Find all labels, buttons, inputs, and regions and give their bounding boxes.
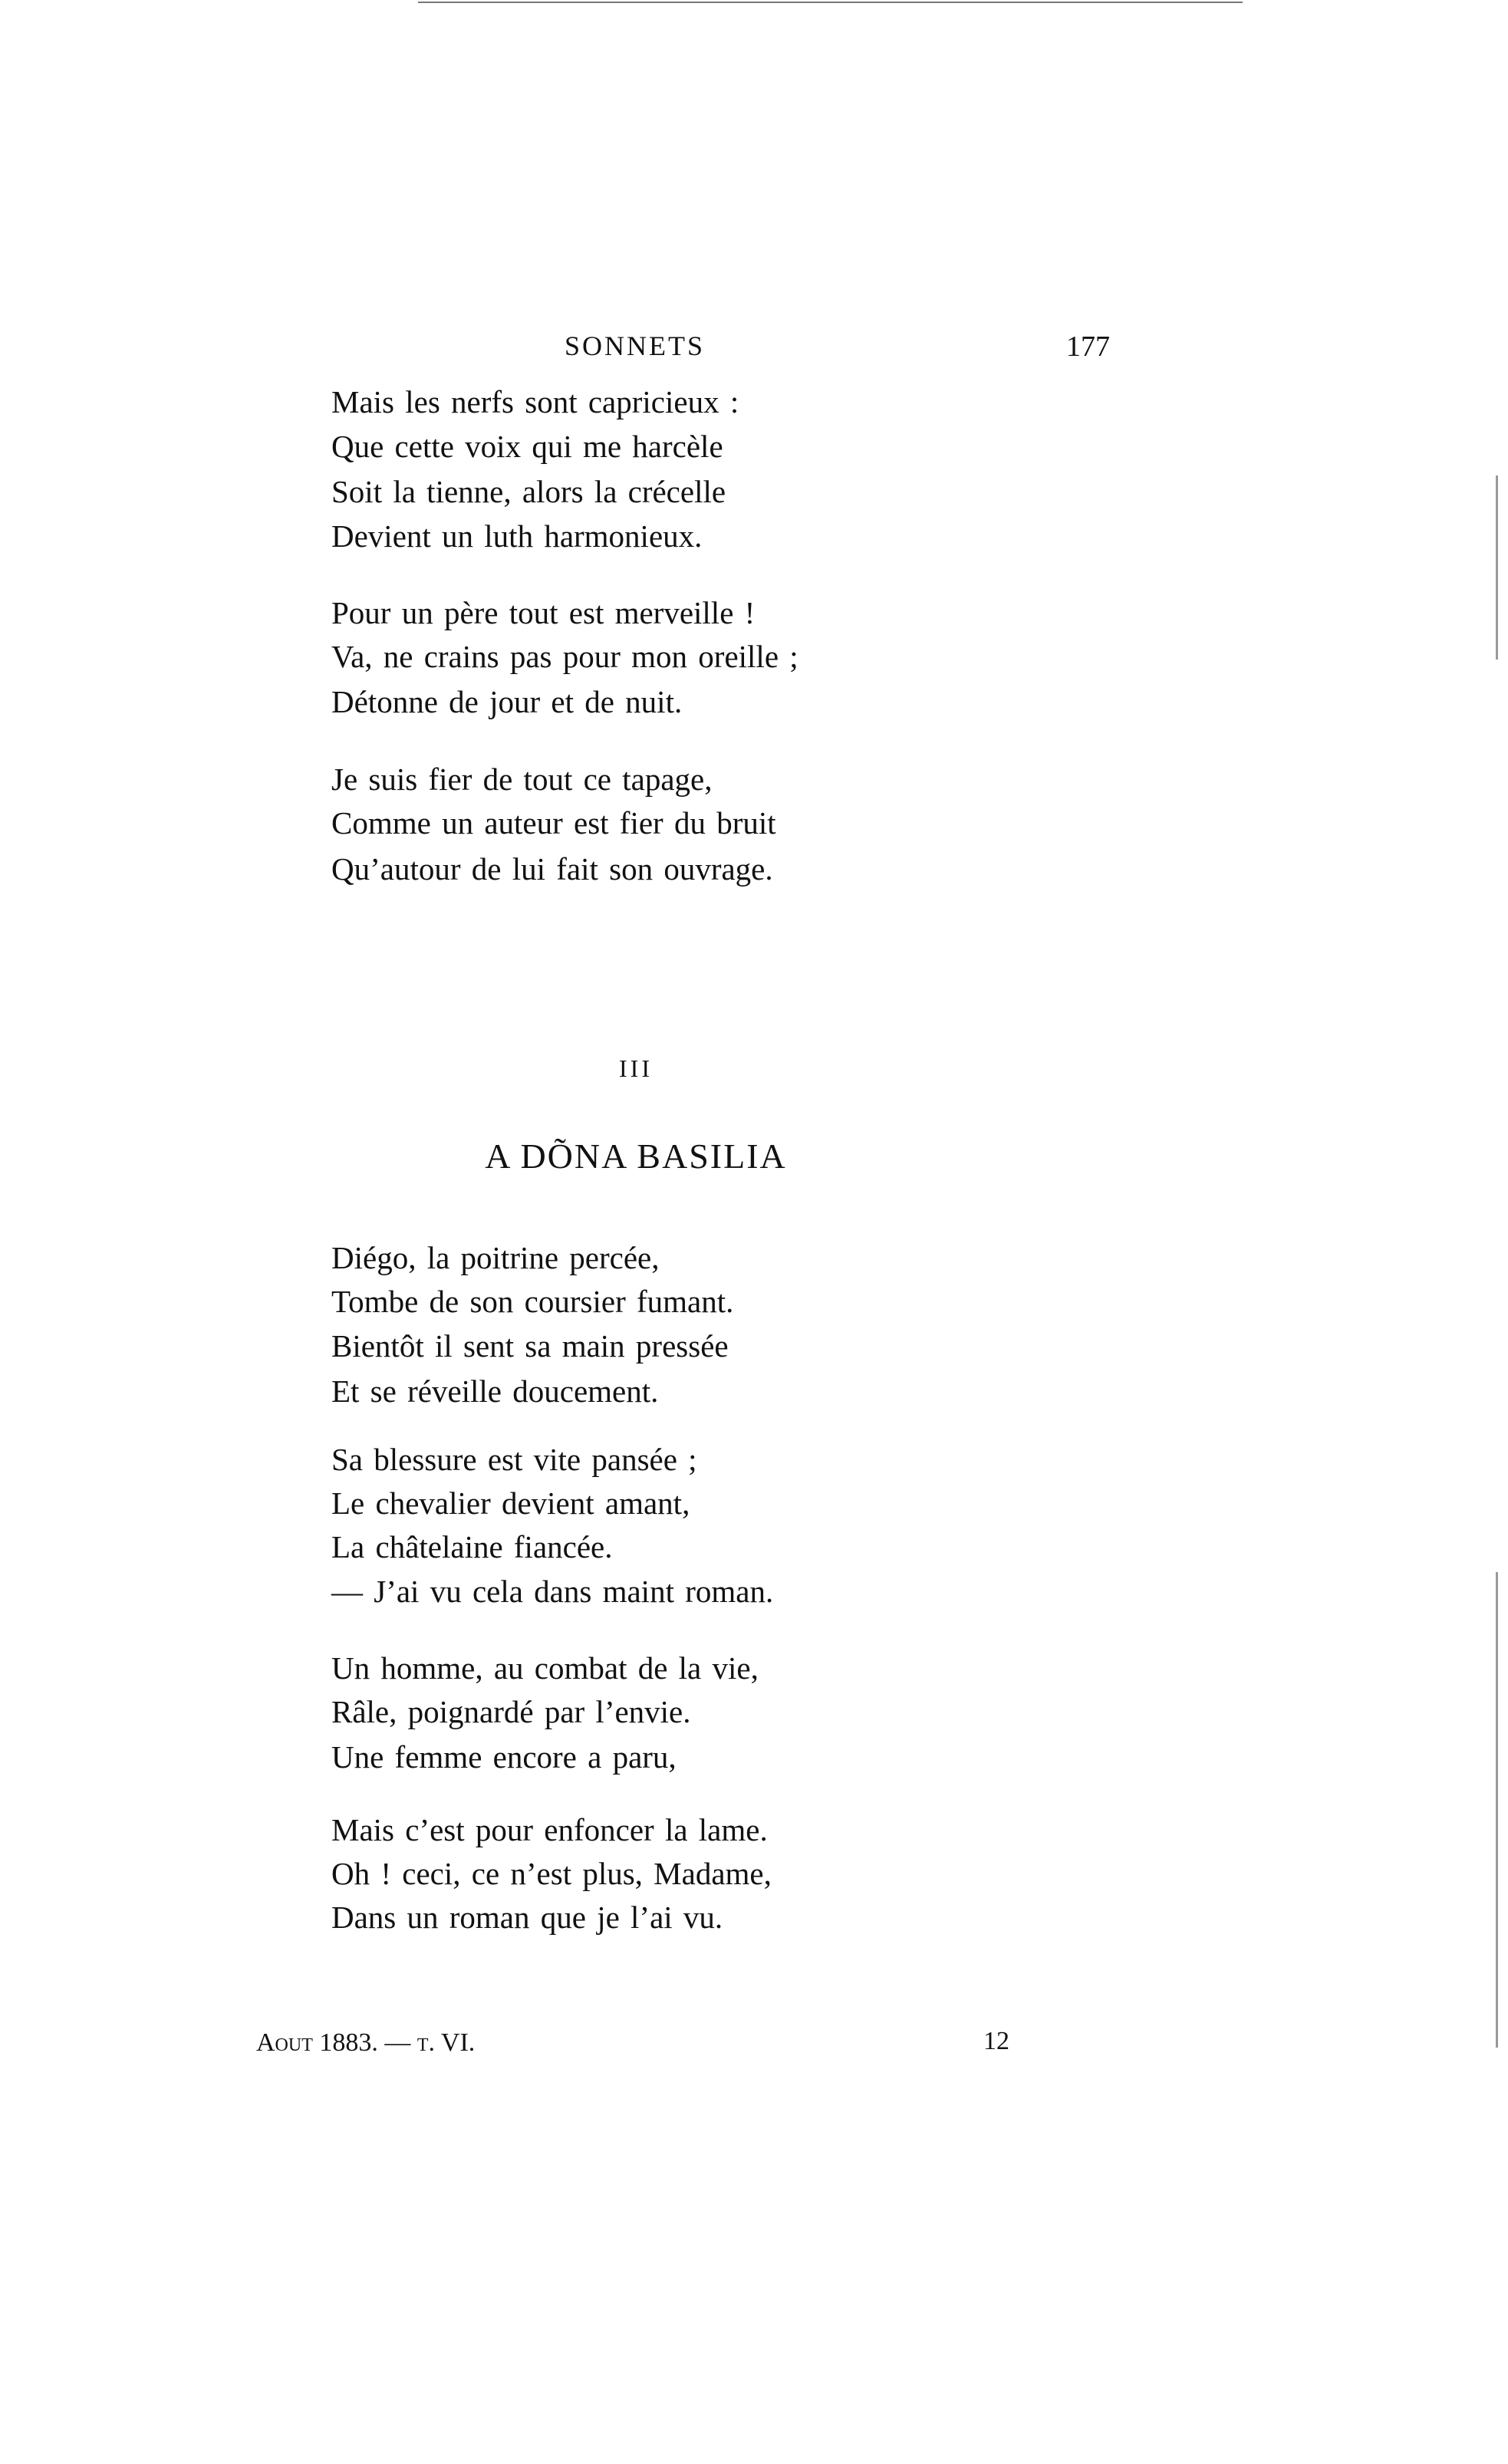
verse-line: Détonne de jour et de nuit. [331,684,683,719]
verse-line: Pour un père tout est merveille ! [331,595,756,630]
verse-line: Tombe de son coursier fumant. [331,1284,734,1319]
section-numeral: III [619,1054,653,1082]
verse-line: Et se réveille doucement. [331,1373,659,1409]
verse-line: Que cette voix qui me harcèle [331,429,723,464]
verse-line: Je suis fier de tout ce tapage, [331,762,713,797]
verse-line: Râle, poignardé par l’envie. [331,1694,691,1729]
verse-line: Dans un roman que je l’ai vu. [331,1900,723,1935]
verse-line: Un homme, au combat de la vie, [331,1650,759,1686]
verse-line: Bientôt il sent sa main pressée [331,1328,729,1364]
signature-mark: 12 [983,2027,1009,2055]
running-title: SONNETS [565,331,706,361]
issue-footer: Aout 1883. — t. VI. [256,2028,476,2057]
scan-edge [1496,475,1498,660]
page-top-rule [418,2,1243,3]
verse-line: Mais les nerfs sont capricieux : [331,384,739,419]
verse-line: Comme un auteur est fier du bruit [331,805,776,841]
poem-title: A DÕNA BASILIA [485,1137,787,1176]
verse-line: Diégo, la poitrine percée, [331,1240,660,1275]
verse-line: — J’ai vu cela dans maint roman. [331,1574,774,1609]
scan-edge [1496,1572,1498,2048]
verse-line: La châtelaine fiancée. [331,1529,613,1564]
verse-line: Sa blessure est vite pansée ; [331,1442,697,1477]
verse-line: Une femme encore a paru, [331,1739,677,1775]
verse-line: Devient un luth harmonieux. [331,518,703,554]
page-number: 177 [1066,331,1110,363]
verse-line: Soit la tienne, alors la crécelle [331,474,726,509]
verse-line: Va, ne crains pas pour mon oreille ; [331,639,798,674]
verse-line: Oh ! ceci, ce n’est plus, Madame, [331,1856,772,1891]
verse-line: Le chevalier devient amant, [331,1485,690,1521]
verse-line: Qu’autour de lui fait son ouvrage. [331,851,773,887]
verse-line: Mais c’est pour enfoncer la lame. [331,1812,768,1847]
